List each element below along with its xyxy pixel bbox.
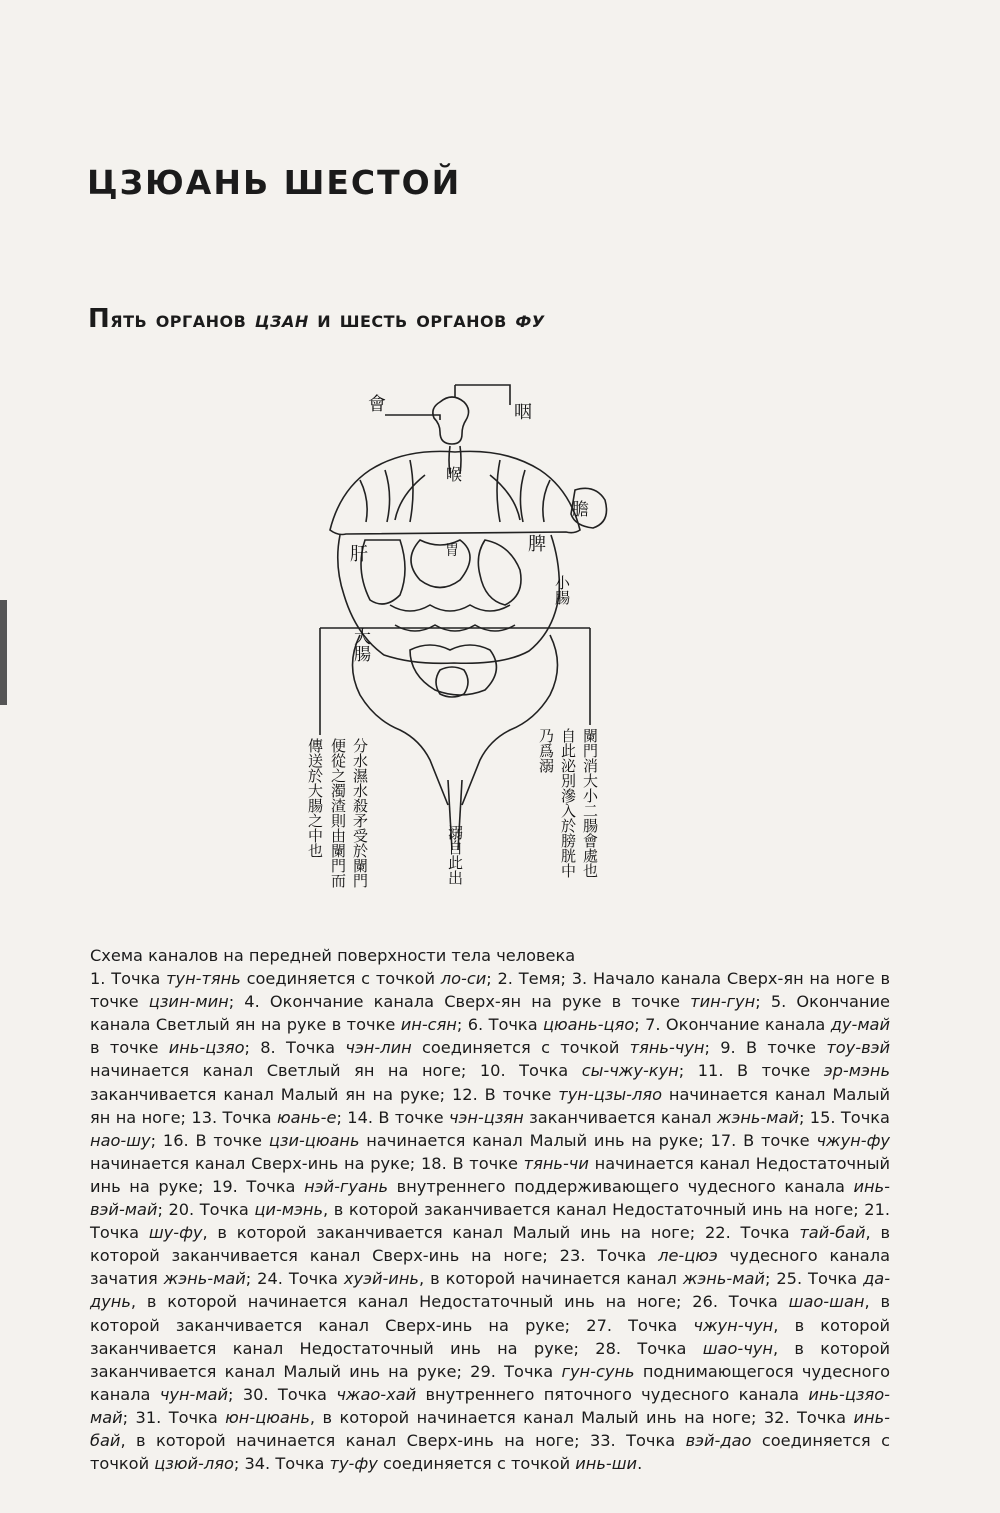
caption-term: инь-цзяо-май xyxy=(90,1384,890,1427)
organs-illustration xyxy=(300,380,620,920)
caption-term: тун-цзы-ляо xyxy=(558,1084,662,1104)
caption-text: , в которой начинается канал Малый инь на ноге; 32. Точка xyxy=(309,1407,854,1427)
caption-text: ; 7. Окончание канала xyxy=(634,1015,831,1035)
caption-text: соединяется с точкой xyxy=(411,1038,630,1058)
caption-text: начинается канал Сверх-инь на руке; 18. В точке xyxy=(90,1153,524,1173)
caption-term: цюань-цяо xyxy=(543,1015,635,1035)
caption-text: соединяется с точкой xyxy=(377,1454,576,1474)
stomach-shape xyxy=(411,540,470,588)
label-column-5: 自此泌別滲入於膀胱中 xyxy=(559,728,577,878)
caption-term: ле-цюэ xyxy=(658,1246,718,1266)
throat-shape xyxy=(433,397,469,444)
caption-term: шу-фу xyxy=(148,1223,203,1243)
caption-term: вэй-дао xyxy=(685,1430,752,1450)
caption-text: ; 6. Точка xyxy=(456,1015,544,1035)
caption-text: начинается канал Малый инь на руке; 17. В точке xyxy=(359,1130,817,1150)
section-title-italic-1: цзан xyxy=(254,307,309,333)
caption-term: жэнь-май xyxy=(716,1107,799,1127)
caption-text: 1. Точка xyxy=(90,969,167,989)
caption-body xyxy=(90,967,890,1475)
caption-term: тоу-вэй xyxy=(826,1038,891,1058)
label-stomach: 胃 xyxy=(445,543,459,559)
caption-term: инь-бай xyxy=(90,1407,890,1450)
lungs-shape xyxy=(330,451,580,534)
caption-text: ; 2. Темя; 3. Начало канала Сверх-ян на ноге в точке xyxy=(90,969,890,1012)
caption-text: начинается канал Недостаточный инь на руке; 19. Точка xyxy=(90,1153,890,1196)
caption-term: жэнь-май xyxy=(682,1269,765,1289)
caption-text: ; 9. В точке xyxy=(704,1038,827,1058)
caption-text: внутреннего пяточного чудесного канала xyxy=(416,1384,809,1404)
caption-text: , в которой заканчивается канал Сверх-инь на ноге; 23. Точка xyxy=(90,1223,890,1266)
caption-text: ; 5. Окончание канала Светлый ян на руке в точке xyxy=(90,992,890,1035)
caption-text: ; 31. Точка xyxy=(122,1407,226,1427)
caption-term: гун-сунь xyxy=(561,1361,635,1381)
caption-term: юань-е xyxy=(276,1107,337,1127)
caption-text: начинается канал Малый ян на ноге; 13. Точка xyxy=(90,1084,890,1127)
caption-term: чун-май xyxy=(159,1384,229,1404)
section-title-part-2: и шесть органов xyxy=(308,307,516,333)
caption-text: , в которой заканчивается канал Недостаточный инь на ноге; 21. Точка xyxy=(90,1200,891,1243)
caption-text: , в которой заканчивается канал Недостаточный инь на руке; 28. Точка xyxy=(90,1315,890,1358)
caption-text: внутреннего поддерживающего чудесного канала xyxy=(388,1176,854,1196)
caption-term: хуэй-инь xyxy=(343,1269,419,1289)
spleen-shape xyxy=(478,540,521,605)
caption-text: ; 24. Точка xyxy=(245,1269,344,1289)
page-binding-edge xyxy=(0,600,7,705)
caption-term: цзин-мин xyxy=(148,992,229,1012)
caption-term: чжун-фу xyxy=(816,1130,891,1150)
label-column-4: 闌門消大小二腸會處也 xyxy=(581,728,599,878)
caption-text: ; 20. Точка xyxy=(157,1200,255,1220)
caption-term: тай-бай xyxy=(799,1223,866,1243)
caption-term: тянь-чи xyxy=(523,1153,589,1173)
label-top-left: 會 xyxy=(368,394,386,415)
caption-text: ; 4. Окончание канала Сверх-ян на руке в точке xyxy=(228,992,691,1012)
caption-term: сы-чжу-кун xyxy=(581,1061,679,1081)
caption-text: , в которой заканчивается канал Малый инь на ноге; 22. Точка xyxy=(202,1223,800,1243)
caption-term: тянь-чун xyxy=(629,1038,705,1058)
caption-text: ; 25. Точка xyxy=(764,1269,864,1289)
caption-term: жэнь-май xyxy=(163,1269,246,1289)
caption-term: ту-фу xyxy=(329,1454,378,1474)
caption-term: ин-сян xyxy=(400,1015,457,1035)
caption-text: , в которой заканчивается канал Малый инь на руке; 29. Точка xyxy=(90,1338,890,1381)
caption-text: в точке xyxy=(90,1038,169,1058)
caption-text: , в которой начинается канал xyxy=(418,1269,683,1289)
caption-term: инь-цзяо xyxy=(168,1038,245,1058)
caption-term: шао-чун xyxy=(702,1338,773,1358)
section-title xyxy=(88,304,545,334)
label-top-right: 咽 xyxy=(514,402,532,423)
bracket-top-left xyxy=(385,415,440,420)
label-column-2: 便從之濁渣則由闌門而 xyxy=(329,738,347,888)
label-column-6: 乃爲溺 xyxy=(537,728,555,773)
chapter-title: ЦЗЮАНЬ ШЕСТОЙ xyxy=(87,163,462,202)
label-throat: 喉 xyxy=(446,465,463,484)
caption-text: , в которой начинается канал Сверх-инь на ноге; 33. Точка xyxy=(120,1430,686,1450)
caption-text: , в которой заканчивается канал Сверх-инь на руке; 27. Точка xyxy=(90,1292,890,1335)
small-intestine-coil xyxy=(410,645,496,695)
caption-term: нэй-гуань xyxy=(304,1176,389,1196)
label-spleen: 脾 xyxy=(528,534,546,555)
section-title-italic-2: фу xyxy=(515,307,545,333)
caption-term: нао-шу xyxy=(90,1130,151,1150)
caption-term: цзюй-ляо xyxy=(154,1454,234,1474)
caption-text: . xyxy=(637,1454,643,1474)
caption-text: , в которой начинается канал Недостаточный инь на ноге; 26. Точка xyxy=(130,1292,789,1312)
caption-term: тин-гун xyxy=(690,992,756,1012)
caption-title: Схема каналов на передней поверхности тела человека xyxy=(90,946,576,965)
caption-text: соединяется с точкой xyxy=(240,969,441,989)
caption-text: заканчивается канал xyxy=(523,1107,717,1127)
caption-text: начинается канал Светлый ян на ноге; 10. Точка xyxy=(90,1061,582,1081)
caption-term: чжао-хай xyxy=(336,1384,417,1404)
caption-text: чудесного канала зачатия xyxy=(90,1246,890,1289)
label-liver: 肝 xyxy=(350,544,368,565)
label-large-intestine: 大腸 xyxy=(350,628,370,662)
caption-text: соединяется с точкой xyxy=(90,1430,890,1474)
caption-term: инь-вэй-май xyxy=(90,1176,890,1220)
section-title-part-1: ять органов xyxy=(110,307,255,333)
caption-text: ; 15. Точка xyxy=(798,1107,890,1127)
caption-text: заканчивается канал Малый ян на руке; 12. В точке xyxy=(90,1084,559,1104)
label-column-1: 傳送於大腸之中也 xyxy=(306,738,324,858)
caption-text: ; 34. Точка xyxy=(233,1454,330,1474)
caption-term: тун-тянь xyxy=(166,969,241,989)
label-column-3: 分水濕水殺矛受於闌門 xyxy=(351,738,369,888)
caption-term: чэн-цзян xyxy=(448,1107,524,1127)
caption-text: поднимающегося чудесного канала xyxy=(90,1361,890,1404)
caption-term: эр-мэнь xyxy=(823,1061,890,1081)
caption-term: юн-цюань xyxy=(225,1407,310,1427)
figure-caption xyxy=(90,944,890,1475)
label-small-intestine: 小腸 xyxy=(553,575,571,605)
caption-term: инь-ши xyxy=(575,1454,638,1474)
caption-text: ; 11. В точке xyxy=(678,1061,824,1081)
caption-term: ло-си xyxy=(440,969,487,989)
label-column-center: 溺自此出 xyxy=(446,825,464,885)
caption-term: чэн-лин xyxy=(345,1038,412,1058)
caption-term: ци-мэнь xyxy=(254,1200,324,1220)
caption-term: цзи-цюань xyxy=(268,1130,360,1150)
caption-term: чжун-чун xyxy=(693,1315,774,1335)
caption-text: ; 14. В точке xyxy=(336,1107,449,1127)
caption-text: ; 16. В точке xyxy=(150,1130,269,1150)
label-gallbladder: 膽 xyxy=(568,500,588,517)
section-title-initial: П xyxy=(88,304,111,334)
caption-term: да-дунь xyxy=(90,1269,891,1312)
caption-text: ; 8. Точка xyxy=(244,1038,346,1058)
caption-term: шао-шан xyxy=(788,1292,865,1312)
caption-text: ; 30. Точка xyxy=(228,1384,337,1404)
caption-term: ду-май xyxy=(830,1015,890,1035)
